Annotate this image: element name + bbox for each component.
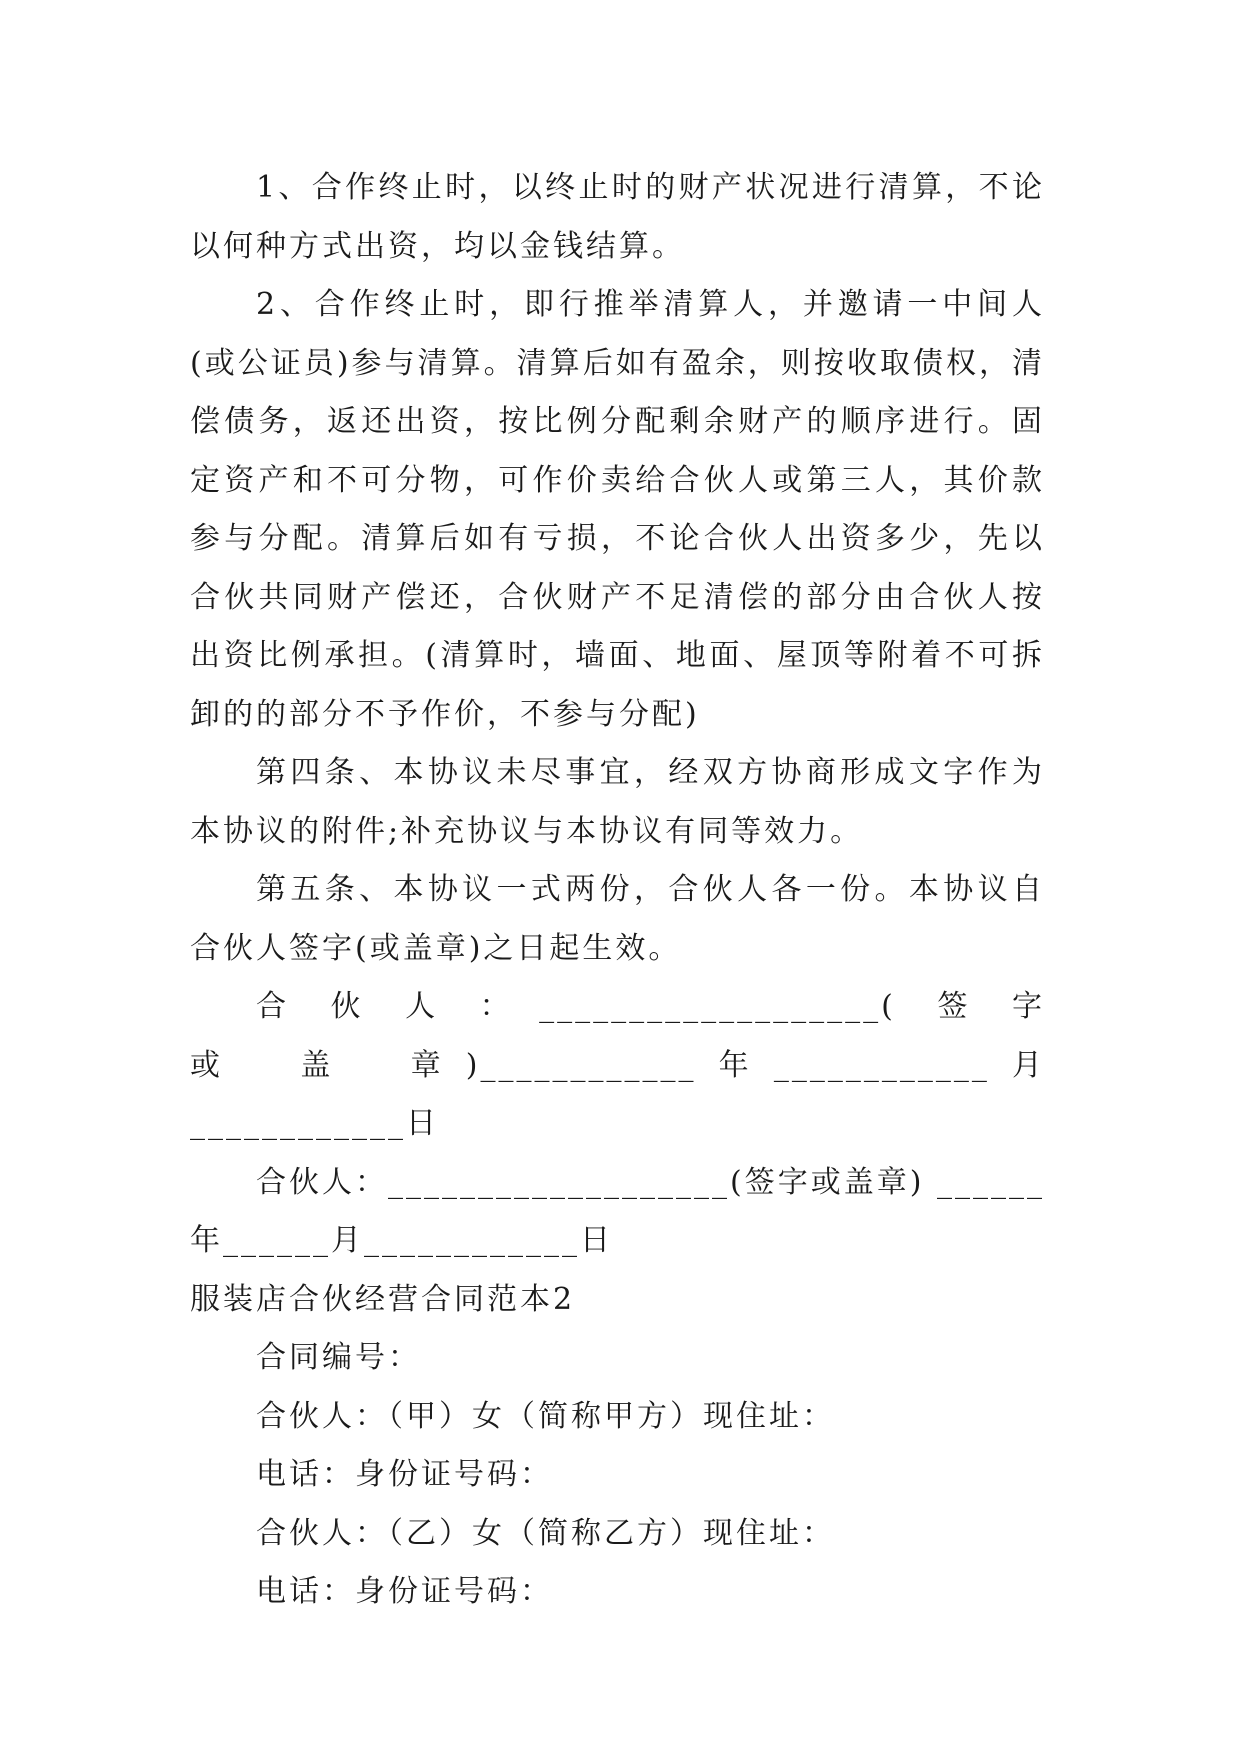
field-partner-a-contact: 电话：身份证号码： <box>256 1457 553 1492</box>
field-contract-number: 合同编号： <box>256 1340 421 1375</box>
document-body <box>190 159 1078 1622</box>
section-title: 服装店合伙经营合同范本2 <box>190 1281 576 1317</box>
signature-line-2: 合伙人：___________________(签字或盖章) ______年______月____________日 <box>190 1164 1045 1258</box>
field-partner-b: 合伙人：（乙）女（简称乙方）现住址： <box>256 1515 835 1551</box>
field-partner-a: 合伙人：（甲）女（简称甲方）现住址： <box>256 1398 835 1434</box>
paragraph-clause-1: 1、合作终止时，以终止时的财产状况进行清算，不论以何种方式出资，均以金钱结算。 <box>190 170 1045 264</box>
signature-line-1: 合 伙 人 ： ___________________( 签 字 或 盖 章)____________年____________月____________日 <box>190 989 1078 1141</box>
paragraph-article-4: 第四条、本协议未尽事宜，经双方协商形成文字作为本协议的附件;补充协议与本协议有同等效力。 <box>190 755 1045 849</box>
paragraph-article-5: 第五条、本协议一式两份，合伙人各一份。本协议自合伙人签字(或盖章)之日起生效。 <box>190 872 1045 966</box>
field-partner-b-contact: 电话：身份证号码： <box>256 1574 553 1609</box>
paragraph-clause-2: 2、合作终止时，即行推举清算人，并邀请一中间人(或公证员)参与清算。清算后如有盈余，则按收取债权，清偿债务，返还出资，按比例分配剩余财产的顺序进行。固定资产和不可分物，可作价卖给合伙人或第三人，其价款参与分配。清算后如有亏损，不论合伙人出资多少，先以合伙共同财产偿还，合伙财产不足清偿的部分由合伙人按出资比例承担。(清算时，墙面、地面、屋顶等附着不可拆卸的的部分不予作价，不参与分配) <box>190 287 1045 732</box>
